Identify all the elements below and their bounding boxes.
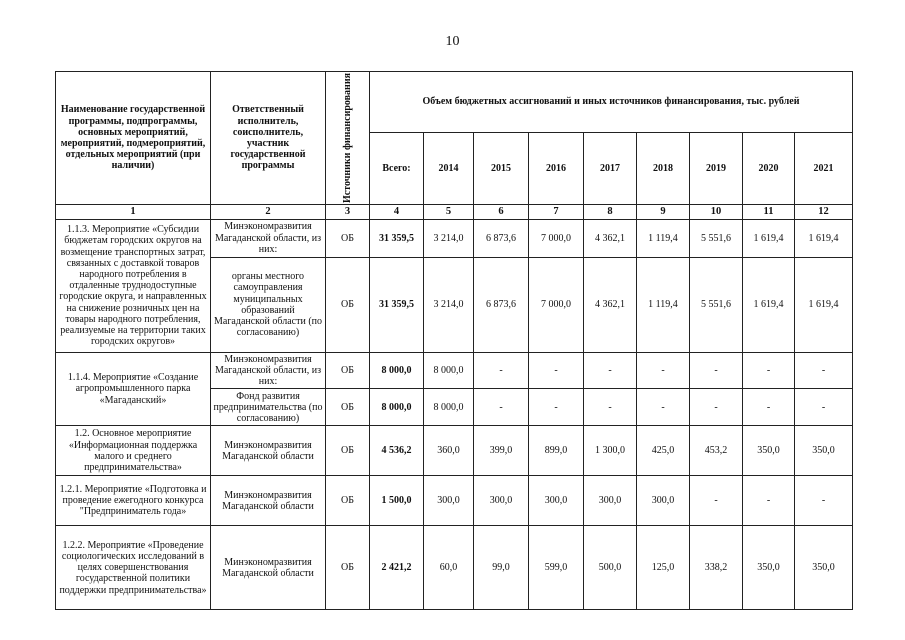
measure-name: 1.2.2. Мероприятие «Проведение социологических исследований в целях совершенствования государственной политики поддержки предпринимательства» <box>56 526 211 610</box>
year-value-cell: 125,0 <box>637 526 690 610</box>
source-cell: ОБ <box>326 476 370 526</box>
executor-cell: Минэкономразвития Магаданской области <box>211 526 326 610</box>
measure-name: 1.2. Основное мероприятие «Информационная поддержка малого и среднего предпринимательства» <box>56 426 211 476</box>
total-cell: 8 000,0 <box>370 389 424 426</box>
year-value-cell: 399,0 <box>474 426 529 476</box>
header-year: 2014 <box>424 132 474 204</box>
year-value-cell: - <box>474 352 529 389</box>
year-value-cell: 5 551,6 <box>690 257 743 352</box>
header-source <box>326 72 370 205</box>
year-value-cell: 300,0 <box>424 476 474 526</box>
table-row <box>56 476 853 526</box>
source-cell: ОБ <box>326 389 370 426</box>
year-value-cell: 350,0 <box>743 426 795 476</box>
table-row <box>56 526 853 610</box>
year-value-cell: 1 119,4 <box>637 219 690 257</box>
year-value-cell: 300,0 <box>529 476 584 526</box>
column-number: 5 <box>424 204 474 219</box>
column-number: 4 <box>370 204 424 219</box>
executor-cell: Минэкономразвития Магаданской области, из них: <box>211 219 326 257</box>
year-value-cell: 453,2 <box>690 426 743 476</box>
header-executor: Ответственный исполнитель, соисполнитель, участник государственной программы <box>211 72 326 205</box>
year-value-cell: 1 619,4 <box>795 257 853 352</box>
year-value-cell: 350,0 <box>795 426 853 476</box>
column-number: 12 <box>795 204 853 219</box>
executor-cell: Минэкономразвития Магаданской области, из них: <box>211 352 326 389</box>
header-year: 2016 <box>529 132 584 204</box>
year-value-cell: - <box>584 389 637 426</box>
year-value-cell: - <box>795 389 853 426</box>
year-value-cell: - <box>474 389 529 426</box>
year-value-cell: 1 119,4 <box>637 257 690 352</box>
year-value-cell: 3 214,0 <box>424 257 474 352</box>
year-value-cell: - <box>743 352 795 389</box>
year-value-cell: - <box>690 389 743 426</box>
header-year: 2021 <box>795 132 853 204</box>
year-value-cell: 60,0 <box>424 526 474 610</box>
total-cell: 8 000,0 <box>370 352 424 389</box>
year-value-cell: - <box>690 476 743 526</box>
executor-cell: Фонд развития предпринимательства (по согласованию) <box>211 389 326 426</box>
total-cell: 31 359,5 <box>370 257 424 352</box>
header-year: 2019 <box>690 132 743 204</box>
column-number: 10 <box>690 204 743 219</box>
source-cell: ОБ <box>326 219 370 257</box>
year-value-cell: 3 214,0 <box>424 219 474 257</box>
year-value-cell: 6 873,6 <box>474 219 529 257</box>
executor-cell: органы местного самоуправления муниципальных образований Магаданской области (по согласованию) <box>211 257 326 352</box>
table-row <box>56 219 853 257</box>
year-value-cell: 300,0 <box>474 476 529 526</box>
year-value-cell: 300,0 <box>584 476 637 526</box>
column-number: 3 <box>326 204 370 219</box>
year-value-cell: 4 362,1 <box>584 257 637 352</box>
year-value-cell: 350,0 <box>795 526 853 610</box>
year-value-cell: 5 551,6 <box>690 219 743 257</box>
executor-cell: Минэкономразвития Магаданской области <box>211 426 326 476</box>
year-value-cell: 300,0 <box>637 476 690 526</box>
table-row <box>56 426 853 476</box>
total-cell: 2 421,2 <box>370 526 424 610</box>
year-value-cell: 599,0 <box>529 526 584 610</box>
source-cell: ОБ <box>326 526 370 610</box>
year-value-cell: 4 362,1 <box>584 219 637 257</box>
year-value-cell: 1 619,4 <box>743 257 795 352</box>
header-total: Всего: <box>370 132 424 204</box>
header-year: 2017 <box>584 132 637 204</box>
budget-table <box>55 71 853 610</box>
total-cell: 31 359,5 <box>370 219 424 257</box>
year-value-cell: - <box>529 389 584 426</box>
header-source-label: Источники финансирования <box>341 73 353 203</box>
header-funding: Объем бюджетных ассигнований и иных источников финансирования, тыс. рублей <box>370 72 853 133</box>
year-value-cell: 360,0 <box>424 426 474 476</box>
year-value-cell: - <box>743 389 795 426</box>
year-value-cell: 6 873,6 <box>474 257 529 352</box>
year-value-cell: - <box>529 352 584 389</box>
page-number: 10 <box>445 34 460 49</box>
header-year: 2015 <box>474 132 529 204</box>
header-year: 2018 <box>637 132 690 204</box>
year-value-cell: 7 000,0 <box>529 257 584 352</box>
header-name: Наименование государственной программы, подпрограммы, основных мероприятий, мероприятий, подмероприятий, отдельных мероприятий (при наличии) <box>56 72 211 205</box>
year-value-cell: 1 300,0 <box>584 426 637 476</box>
year-value-cell: - <box>690 352 743 389</box>
source-cell: ОБ <box>326 257 370 352</box>
year-value-cell: 425,0 <box>637 426 690 476</box>
year-value-cell: 350,0 <box>743 526 795 610</box>
source-cell: ОБ <box>326 426 370 476</box>
measure-name: 1.1.3. Мероприятие «Субсидии бюджетам городских округов на возмещение транспортных затрат, связанных с доставкой товаров народного потребления в отдаленные труднодоступные городские округа, и направленных на снижение розничных цен на товары народного потребления, реализуемые на территории таких городских округов» <box>56 219 211 352</box>
executor-cell: Минэкономразвития Магаданской области <box>211 476 326 526</box>
measure-name: 1.2.1. Мероприятие «Подготовка и проведение ежегодного конкурса "Предприниматель года» <box>56 476 211 526</box>
year-value-cell: - <box>637 352 690 389</box>
column-number: 2 <box>211 204 326 219</box>
column-number: 6 <box>474 204 529 219</box>
year-value-cell: 1 619,4 <box>743 219 795 257</box>
column-number-row <box>56 204 853 219</box>
year-value-cell: - <box>637 389 690 426</box>
year-value-cell: 8 000,0 <box>424 352 474 389</box>
year-value-cell: 1 619,4 <box>795 219 853 257</box>
table-row <box>56 352 853 389</box>
year-value-cell: 8 000,0 <box>424 389 474 426</box>
column-number: 7 <box>529 204 584 219</box>
column-number: 11 <box>743 204 795 219</box>
year-value-cell: 99,0 <box>474 526 529 610</box>
header-year: 2020 <box>743 132 795 204</box>
source-cell: ОБ <box>326 352 370 389</box>
total-cell: 4 536,2 <box>370 426 424 476</box>
total-cell: 1 500,0 <box>370 476 424 526</box>
year-value-cell: - <box>795 352 853 389</box>
year-value-cell: 7 000,0 <box>529 219 584 257</box>
column-number: 9 <box>637 204 690 219</box>
column-number: 8 <box>584 204 637 219</box>
year-value-cell: 338,2 <box>690 526 743 610</box>
year-value-cell: - <box>743 476 795 526</box>
year-value-cell: 500,0 <box>584 526 637 610</box>
year-value-cell: 899,0 <box>529 426 584 476</box>
column-number: 1 <box>56 204 211 219</box>
measure-name: 1.1.4. Мероприятие «Создание агропромышленного парка «Магаданский» <box>56 352 211 426</box>
year-value-cell: - <box>584 352 637 389</box>
year-value-cell: - <box>795 476 853 526</box>
